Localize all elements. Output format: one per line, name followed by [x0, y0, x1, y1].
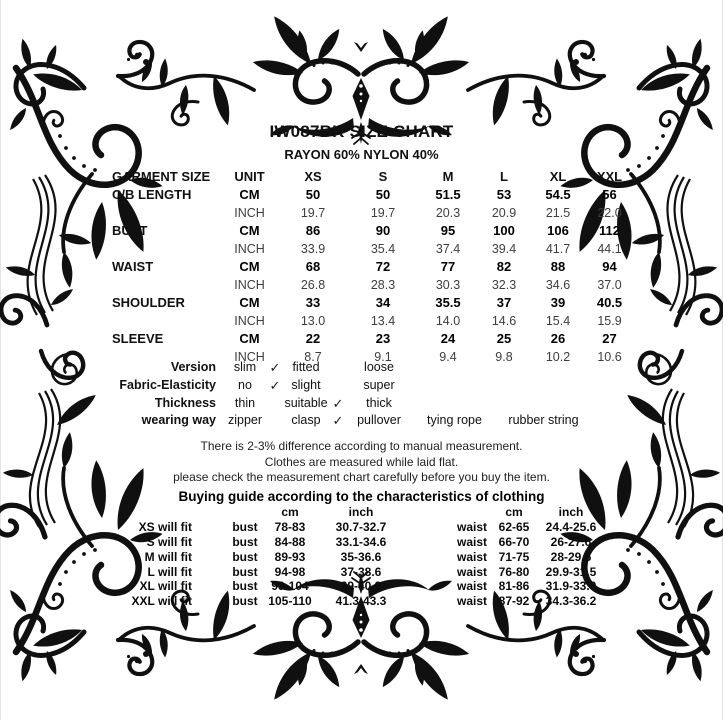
measurement-value: 10.6 — [597, 350, 622, 364]
measurement-value: 22.0 — [597, 206, 622, 220]
guide-waist-cm: 87-92 — [498, 594, 530, 609]
measurement-value: 94 — [602, 259, 617, 274]
measurement-value: 10.2 — [545, 350, 571, 364]
measurement-value: 44.1 — [597, 242, 622, 256]
empty-check-slot — [330, 359, 346, 377]
guide-part-waist: waist — [456, 549, 487, 564]
attribute-option: clasp — [291, 413, 321, 428]
guide-waist-inch: 29.9-31.5 — [545, 564, 597, 579]
guide-part-waist: waist — [456, 579, 487, 594]
size-column-header: S — [378, 169, 388, 184]
guide-waist-inch: 31.9-33.9 — [545, 579, 597, 594]
unit-cell: CM — [239, 187, 260, 202]
guide-bust-cm: 99-104 — [271, 579, 309, 594]
attribute-option: suitable — [284, 395, 328, 410]
measurement-value: 39 — [550, 295, 566, 310]
guide-spacer — [404, 579, 452, 594]
note-line: please check the measurement chart carefully before you buy the item. — [173, 470, 550, 485]
unit-cell: CM — [239, 223, 260, 238]
checkmark-icon: ✓ — [332, 395, 344, 411]
attribute-option — [412, 377, 497, 395]
guide-size-label: S will fit — [146, 534, 192, 549]
note-line: There is 2-3% difference according to manual measurement. — [200, 439, 523, 453]
empty-check-slot — [268, 395, 282, 413]
note-line: Clothes are measured while laid flat. — [264, 454, 459, 469]
guide-size-label: XL will fit — [139, 579, 192, 594]
measurement-value: 51.5 — [435, 187, 461, 202]
guide-part-bust: bust — [232, 519, 258, 534]
measurement-value: 22 — [305, 331, 321, 346]
measurement-value: 53 — [496, 187, 512, 202]
measurement-value: 50 — [375, 187, 391, 202]
measurement-row-label — [112, 312, 222, 330]
attribute-label: wearing way — [141, 413, 216, 428]
attribute-label: Fabric-Elasticity — [119, 377, 216, 392]
measurement-value: 95 — [440, 223, 456, 238]
measurement-value: 41.7 — [545, 242, 571, 256]
guide-spacer — [404, 565, 452, 580]
measurement-value: 9.8 — [495, 350, 513, 364]
measurement-value: 106 — [547, 223, 569, 238]
measurement-value: 82 — [496, 259, 512, 274]
checkmark-icon: ✓ — [269, 377, 281, 393]
measurement-row-label — [112, 240, 222, 258]
measurement-value: 24 — [440, 331, 456, 346]
guide-header-spacer — [452, 505, 492, 520]
measurement-row-label — [112, 204, 222, 222]
guide-part-waist: waist — [456, 534, 487, 549]
attribute-option: rubber string — [508, 413, 579, 428]
measurement-value: 100 — [493, 223, 515, 238]
guide-spacer — [192, 520, 228, 535]
guide-part-bust: bust — [232, 579, 258, 594]
guide-waist-inch: 28-29.5 — [550, 549, 592, 564]
attribute-option — [412, 395, 497, 413]
guide-spacer — [404, 550, 452, 565]
guide-header-spacer — [228, 505, 262, 520]
measurement-value: 26 — [550, 331, 566, 346]
measurement-value: 15.4 — [545, 314, 571, 328]
attribute-option: tying rope — [427, 413, 482, 428]
checkmark-icon: ✓ — [332, 413, 344, 429]
guide-waist-cm: 71-75 — [498, 549, 530, 564]
attribute-option: no — [238, 377, 252, 392]
size-column-header: XXL — [596, 169, 623, 184]
guide-bust-inch: 35-36.6 — [340, 549, 382, 564]
guide-header-spacer — [404, 505, 452, 520]
measurement-value: 14.0 — [435, 314, 461, 328]
buying-guide-table — [125, 505, 606, 609]
cm-header: cm — [505, 505, 523, 519]
checkmark-icon: ✓ — [269, 360, 281, 375]
guide-size-label: M will fit — [144, 549, 192, 564]
measurement-row-label: SHOULDER — [112, 295, 185, 310]
unit-cell: INCH — [234, 314, 265, 328]
guide-header-spacer — [192, 505, 228, 520]
guide-waist-cm: 62-65 — [498, 519, 530, 534]
measurement-value: 19.7 — [370, 206, 396, 220]
guide-part-bust: bust — [232, 564, 258, 579]
attribute-option: pullover — [357, 413, 401, 428]
guide-header-spacer — [125, 505, 192, 520]
fabric-composition: RAYON 60% NYLON 40% — [284, 147, 439, 162]
unit-header: UNIT — [234, 169, 265, 184]
attribute-option: thin — [234, 395, 256, 410]
attribute-option: super — [363, 377, 395, 392]
unit-cell: CM — [239, 295, 260, 310]
attribute-option: zipper — [227, 413, 263, 428]
cm-header: cm — [281, 505, 299, 519]
unit-cell: CM — [239, 259, 260, 274]
size-column-header: XS — [304, 169, 322, 184]
empty-check-slot — [268, 412, 282, 430]
guide-bust-cm: 94-98 — [274, 564, 306, 579]
measurement-value: 37 — [496, 295, 512, 310]
guide-waist-inch: 34.3-36.2 — [545, 594, 597, 609]
measurement-value: 77 — [440, 259, 456, 274]
guide-part-waist: waist — [456, 594, 487, 609]
measurement-value: 86 — [305, 223, 321, 238]
measurement-row-label: C/B LENGTH — [112, 187, 192, 202]
guide-part-waist: waist — [456, 519, 487, 534]
size-column-header: L — [500, 169, 508, 184]
measurement-value: 88 — [550, 259, 566, 274]
empty-check-slot — [330, 377, 346, 395]
garment-size-header: GARMENT SIZE — [112, 169, 211, 184]
guide-bust-cm: 105-110 — [268, 594, 312, 609]
measurement-value: 35.4 — [370, 242, 396, 256]
attribute-option: slim — [233, 360, 257, 374]
guide-bust-inch: 37-38.6 — [340, 564, 382, 579]
measurement-value: 33 — [305, 295, 321, 310]
measurement-value: 54.5 — [545, 187, 571, 202]
measurement-value: 25 — [496, 331, 512, 346]
guide-spacer — [192, 594, 228, 609]
unit-cell: CM — [239, 331, 260, 346]
measurement-row-label — [112, 276, 222, 294]
size-chart-table — [112, 168, 632, 366]
measurement-value: 50 — [305, 187, 321, 202]
guide-bust-cm: 84-88 — [274, 534, 306, 549]
attribute-option — [412, 359, 497, 377]
measurement-value: 26.8 — [300, 278, 326, 292]
guide-spacer — [404, 535, 452, 550]
attribute-option — [497, 359, 590, 377]
attribute-label: Version — [170, 360, 216, 374]
guide-size-label: L will fit — [147, 564, 192, 579]
guide-waist-cm: 66-70 — [498, 534, 530, 549]
attribute-option — [497, 377, 590, 395]
guide-size-label: XXL will fit — [131, 594, 192, 609]
attribute-option: thick — [366, 395, 392, 410]
guide-waist-cm: 76-80 — [498, 564, 530, 579]
guide-spacer — [192, 535, 228, 550]
measurement-value: 34.6 — [545, 278, 571, 292]
guide-bust-inch: 33.1-34.6 — [335, 534, 387, 549]
guide-waist-inch: 26-27.6 — [550, 534, 592, 549]
guide-spacer — [404, 594, 452, 609]
guide-part-bust: bust — [232, 534, 258, 549]
unit-cell: INCH — [234, 206, 265, 220]
measurement-value: 8.7 — [304, 350, 322, 364]
measurement-value: 20.3 — [435, 206, 461, 220]
guide-spacer — [404, 520, 452, 535]
measurement-row-label: SLEEVE — [112, 331, 164, 346]
size-column-header: XL — [549, 169, 567, 184]
measurement-value: 28.3 — [370, 278, 396, 292]
guide-bust-cm: 78-83 — [274, 519, 306, 534]
guide-part-bust: bust — [232, 594, 258, 609]
inch-header: inch — [558, 505, 584, 519]
guide-bust-inch: 30.7-32.7 — [335, 519, 387, 534]
measurement-value: 33.9 — [300, 242, 326, 256]
unit-cell: INCH — [234, 242, 265, 256]
attribute-option: loose — [364, 360, 394, 374]
measurement-value: 13.4 — [370, 314, 396, 328]
guide-spacer — [192, 550, 228, 565]
measurement-value: 30.3 — [435, 278, 461, 292]
measurement-value: 90 — [375, 223, 391, 238]
inch-header: inch — [348, 505, 374, 519]
measurement-value: 39.4 — [491, 242, 517, 256]
measurement-value: 34 — [375, 295, 391, 310]
attribute-option: fitted — [292, 360, 320, 374]
attribute-label: Thickness — [154, 395, 216, 410]
measurement-value: 13.0 — [300, 314, 326, 328]
measurement-value: 72 — [375, 259, 391, 274]
guide-size-label: XS will fit — [138, 519, 192, 534]
measurement-row-label: BUST — [112, 223, 148, 238]
guide-part-bust: bust — [232, 549, 258, 564]
measurement-value: 9.1 — [374, 350, 392, 364]
measurement-value: 21.5 — [545, 206, 571, 220]
measurement-value: 35.5 — [435, 295, 461, 310]
unit-cell: INCH — [234, 278, 265, 292]
measurement-value: 20.9 — [491, 206, 517, 220]
measurement-notes — [0, 439, 723, 505]
guide-bust-inch: 41.3-43.3 — [335, 594, 387, 609]
measurement-value: 15.9 — [597, 314, 622, 328]
measurement-value: 37.4 — [435, 242, 461, 256]
measurement-row-label: WAIST — [112, 259, 154, 274]
measurement-value: 19.7 — [300, 206, 326, 220]
measurement-value: 32.3 — [491, 278, 517, 292]
measurement-value: 23 — [375, 331, 391, 346]
guide-spacer — [192, 565, 228, 580]
guide-bust-inch: 39-40.9 — [340, 579, 382, 594]
garment-attributes-table — [72, 359, 590, 430]
guide-spacer — [192, 579, 228, 594]
measurement-value: 14.6 — [491, 314, 517, 328]
measurement-value: 9.4 — [439, 350, 457, 364]
guide-waist-inch: 24.4-25.6 — [545, 519, 597, 534]
guide-bust-cm: 89-93 — [274, 549, 306, 564]
measurement-value: 27 — [602, 331, 617, 346]
size-column-header: M — [442, 169, 454, 184]
measurement-value: 56 — [602, 187, 617, 202]
attribute-option: slight — [291, 377, 321, 392]
guide-waist-cm: 81-86 — [498, 579, 530, 594]
page-title: IW087BK SIZE CHART — [269, 122, 454, 141]
buying-guide-heading: Buying guide according to the characteristics of clothing — [178, 488, 545, 504]
measurement-value: 40.5 — [596, 295, 623, 310]
guide-part-waist: waist — [456, 564, 487, 579]
measurement-value: 68 — [305, 259, 321, 274]
measurement-value: 112 — [599, 223, 620, 238]
measurement-value: 37.0 — [597, 278, 622, 292]
unit-cell: INCH — [234, 350, 265, 364]
note-lines — [0, 439, 723, 486]
attribute-option — [497, 395, 590, 413]
